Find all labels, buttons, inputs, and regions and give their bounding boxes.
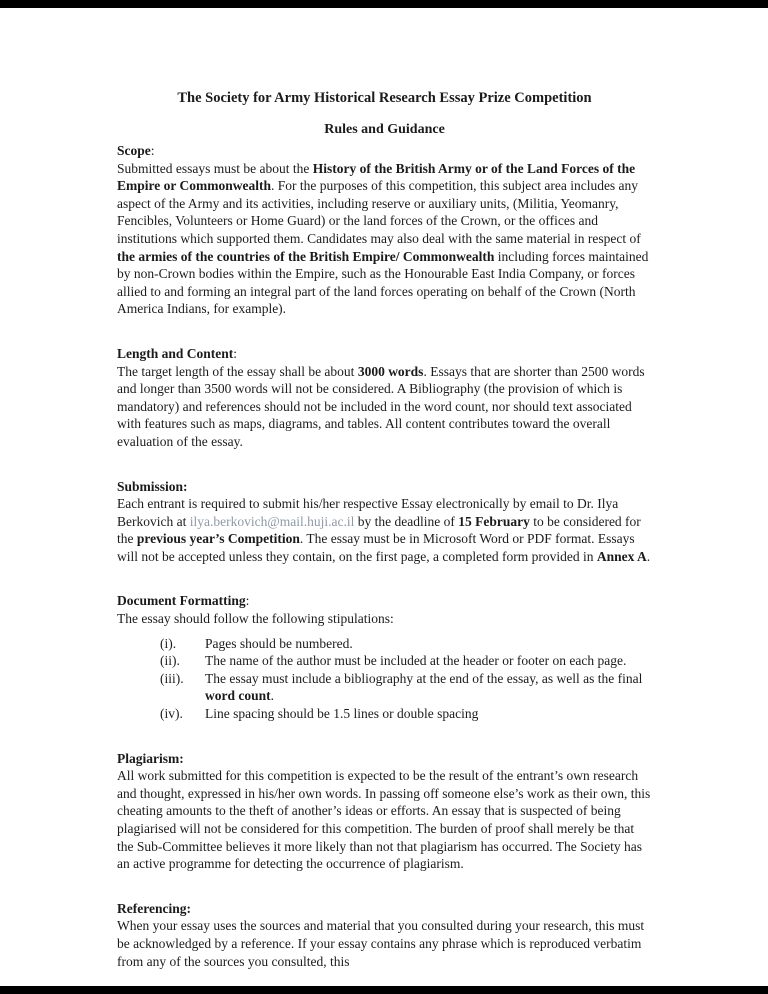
bold-text-run: Plagiarism: bbox=[117, 750, 184, 766]
text-run: to be considered for the bbox=[117, 513, 641, 547]
text-run: The target length of the essay shall be about bbox=[117, 363, 358, 379]
paragraph bbox=[117, 495, 652, 565]
list-item-marker: (i). bbox=[160, 635, 177, 651]
email-link[interactable]: ilya.berkovich@mail.huji.ac.il bbox=[189, 513, 355, 529]
section-document-formatting bbox=[117, 592, 652, 722]
text-run: When your essay uses the sources and material that you consulted during your research, this must be acknowledged by a reference. If your essay contains any phrase which is reproduced verbatim from any of the sources you consulted, this bbox=[117, 918, 645, 969]
document-body bbox=[117, 142, 652, 970]
bold-text-run: Document Formatting bbox=[117, 593, 246, 609]
text-run: All work submitted for this competition is expected to be the result of the entrant’s own research and thought, expressed in his/her own words. In passing off someone else’s work as their own, this cheating amounts to the theft of another’s ideas or efforts. An essay that is suspected of being plagiarised will not be considered for this competition. The burden of proof shall merely be that the Sub-Committee believes it more likely than not that plagiarism has occurred. The Society has an active programme for detecting the occurrence of plagiarism. bbox=[117, 768, 651, 872]
section-submission bbox=[117, 478, 652, 566]
list-item-text bbox=[205, 705, 652, 723]
bold-text-run: previous year’s Competition bbox=[136, 531, 300, 547]
section-heading bbox=[117, 142, 652, 160]
list-item bbox=[117, 670, 652, 705]
section-heading bbox=[117, 750, 652, 768]
text-run: Each entrant is required to submit his/her respective Essay electronically by email to Dr. Ilya Berkovich at bbox=[117, 496, 619, 529]
section-scope bbox=[117, 142, 652, 318]
text-run: . bbox=[270, 688, 275, 704]
paragraph bbox=[117, 610, 652, 628]
list-item bbox=[117, 635, 652, 653]
text-run: . Essays that are shorter than 2500 words and longer than 3500 words will not be considered. A Bibliography (the provision of which is mandatory) and references should not be included in the word count, nor should text associated with features such as maps, diagrams, and tables. All content contributes toward the overall evaluation of the essay. bbox=[117, 363, 645, 449]
list-item-marker: (iii). bbox=[160, 670, 184, 686]
bold-text-run: Referencing: bbox=[117, 900, 191, 916]
section-heading bbox=[117, 345, 652, 363]
list-item-marker: (ii). bbox=[160, 653, 180, 669]
bold-text-run: Length and Content bbox=[117, 345, 234, 361]
bold-text-run: 3000 words bbox=[357, 363, 424, 379]
top-border-bar bbox=[0, 0, 768, 8]
bold-text-run: Submission: bbox=[117, 478, 188, 494]
text-run: The essay should follow the following stipulations: bbox=[117, 611, 394, 627]
text-run: . For the purposes of this competition, this subject area includes any aspect of the Army and its activities, including reserve or auxiliary units, (Militia, Yeomanry, Fencibles, Volunteers or Home Guard) or the land forces of the Crown, or the offices and institutions which supported them. Candidates may also deal with the same material in respect of bbox=[117, 178, 641, 246]
text-run: The name of the author must be included at the header or footer on each page. bbox=[205, 653, 627, 669]
bottom-border-bar bbox=[0, 986, 768, 994]
paragraph bbox=[117, 160, 652, 318]
text-run: : bbox=[150, 143, 155, 158]
text-run: . bbox=[646, 548, 651, 564]
text-run: : bbox=[245, 593, 250, 609]
text-run: The essay must include a bibliography at the end of the essay, as well as the final bbox=[205, 670, 643, 686]
bold-text-run: the armies of the countries of the British Empire/ Commonwealth bbox=[117, 248, 495, 264]
section-heading bbox=[117, 478, 652, 496]
paragraph bbox=[117, 917, 652, 970]
text-run: by the deadline of bbox=[354, 513, 459, 529]
bold-text-run: word count bbox=[205, 688, 271, 704]
document-title: The Society for Army Historical Research Essay Prize Competition bbox=[177, 90, 592, 106]
document-page bbox=[0, 8, 768, 986]
list-item-marker: (iv). bbox=[160, 706, 183, 722]
list-item bbox=[117, 705, 652, 723]
text-run: : bbox=[233, 345, 238, 361]
bold-text-run: History of the British Army or of the Land Forces of the Empire or Commonwealth bbox=[117, 160, 636, 194]
document-subtitle: Rules and Guidance bbox=[324, 122, 445, 137]
section-referencing bbox=[117, 900, 652, 970]
list-item-text bbox=[205, 670, 652, 705]
bold-text-run: Scope bbox=[117, 143, 151, 158]
stipulations-list bbox=[117, 635, 652, 723]
bold-text-run: 15 February bbox=[458, 513, 530, 529]
text-run: including forces maintained by non-Crown bodies within the Empire, such as the Honourable East India Company, or forces allied to and forming an integral part of the land forces operating on behalf of the Crown (North America Indians, for example). bbox=[117, 248, 649, 317]
text-run: Submitted essays must be about the bbox=[117, 160, 313, 176]
text-run: Line spacing should be 1.5 lines or double spacing bbox=[205, 706, 479, 722]
paragraph bbox=[117, 767, 652, 873]
list-item bbox=[117, 652, 652, 670]
list-item-text bbox=[205, 635, 652, 653]
section-heading bbox=[117, 900, 652, 918]
list-item-text bbox=[205, 652, 652, 670]
text-run: . The essay must be in Microsoft Word or PDF format. Essays will not be accepted unless they contain, on the first page, a completed form provided in bbox=[117, 531, 635, 564]
bold-text-run: Annex A bbox=[596, 548, 647, 564]
paragraph bbox=[117, 363, 652, 451]
section-heading bbox=[117, 592, 652, 610]
section-length-and-content bbox=[117, 345, 652, 451]
section-plagiarism bbox=[117, 750, 652, 873]
text-run: Pages should be numbered. bbox=[205, 635, 353, 651]
